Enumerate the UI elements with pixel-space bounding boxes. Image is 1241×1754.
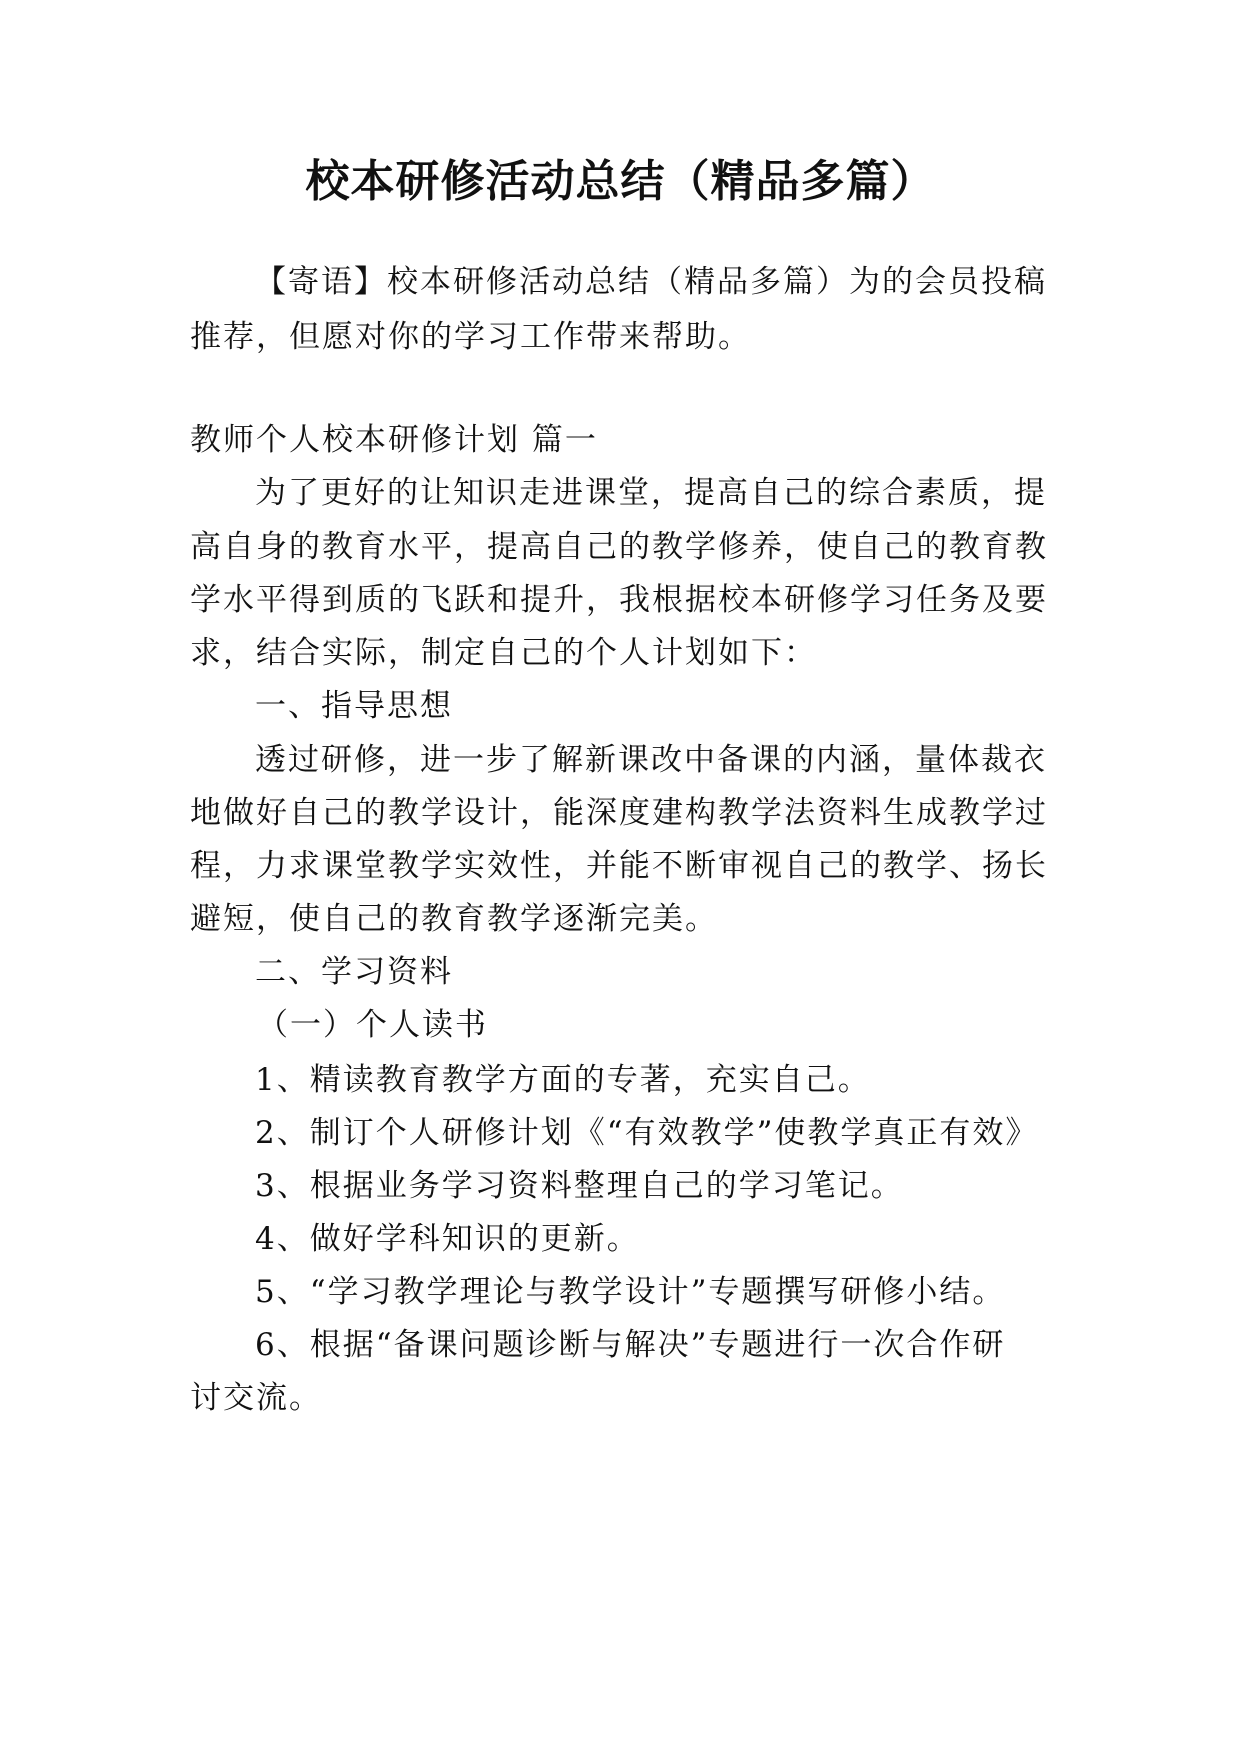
- preface-line-1: 【寄语】校本研修活动总结（精品多篇）为的会员投稿: [255, 264, 1047, 300]
- list-item: 5、“学习教学理论与教学设计”专题撰写研修小结。: [255, 1274, 1006, 1310]
- list-item: 1、精读教育教学方面的专著，充实自己。: [255, 1062, 871, 1098]
- paragraph-line: 避短，使自己的教育教学逐渐完美。: [190, 901, 718, 937]
- paragraph-line: 求，结合实际，制定自己的个人计划如下：: [190, 635, 817, 671]
- section-heading: 教师个人校本研修计划 篇一: [190, 422, 598, 458]
- list-item: 2、制订个人研修计划《“有效教学”使教学真正有效》: [255, 1115, 1039, 1151]
- preface-line-2: 推荐，但愿对你的学习工作带来帮助。: [190, 319, 751, 355]
- paragraph-line: 学水平得到质的飞跃和提升，我根据校本研修学习任务及要: [190, 582, 1048, 618]
- subheading-personal-reading: （一）个人读书: [257, 1007, 488, 1043]
- paragraph-line: 地做好自己的教学设计，能深度建构教学法资料生成教学过: [190, 795, 1048, 831]
- paragraph-line: 程，力求课堂教学实效性，并能不断审视自己的教学、扬长: [190, 848, 1048, 884]
- list-item: 4、做好学科知识的更新。: [255, 1221, 640, 1257]
- paragraph-line: 高自身的教育水平，提高自己的教学修养，使自己的教育教: [190, 529, 1048, 565]
- list-item: 3、根据业务学习资料整理自己的学习笔记。: [255, 1168, 904, 1204]
- subheading-guiding-thought: 一、指导思想: [255, 688, 453, 724]
- subheading-learning-materials: 二、学习资料: [255, 954, 453, 990]
- paragraph-line: 为了更好的让知识走进课堂，提高自己的综合素质，提: [255, 475, 1047, 511]
- document-title: 校本研修活动总结（精品多篇）: [305, 156, 936, 207]
- paragraph-line: 透过研修，进一步了解新课改中备课的内涵，量体裁衣: [255, 742, 1047, 778]
- list-item: 6、根据“备课问题诊断与解决”专题进行一次合作研: [255, 1327, 1006, 1363]
- list-item-continuation: 讨交流。: [190, 1380, 322, 1416]
